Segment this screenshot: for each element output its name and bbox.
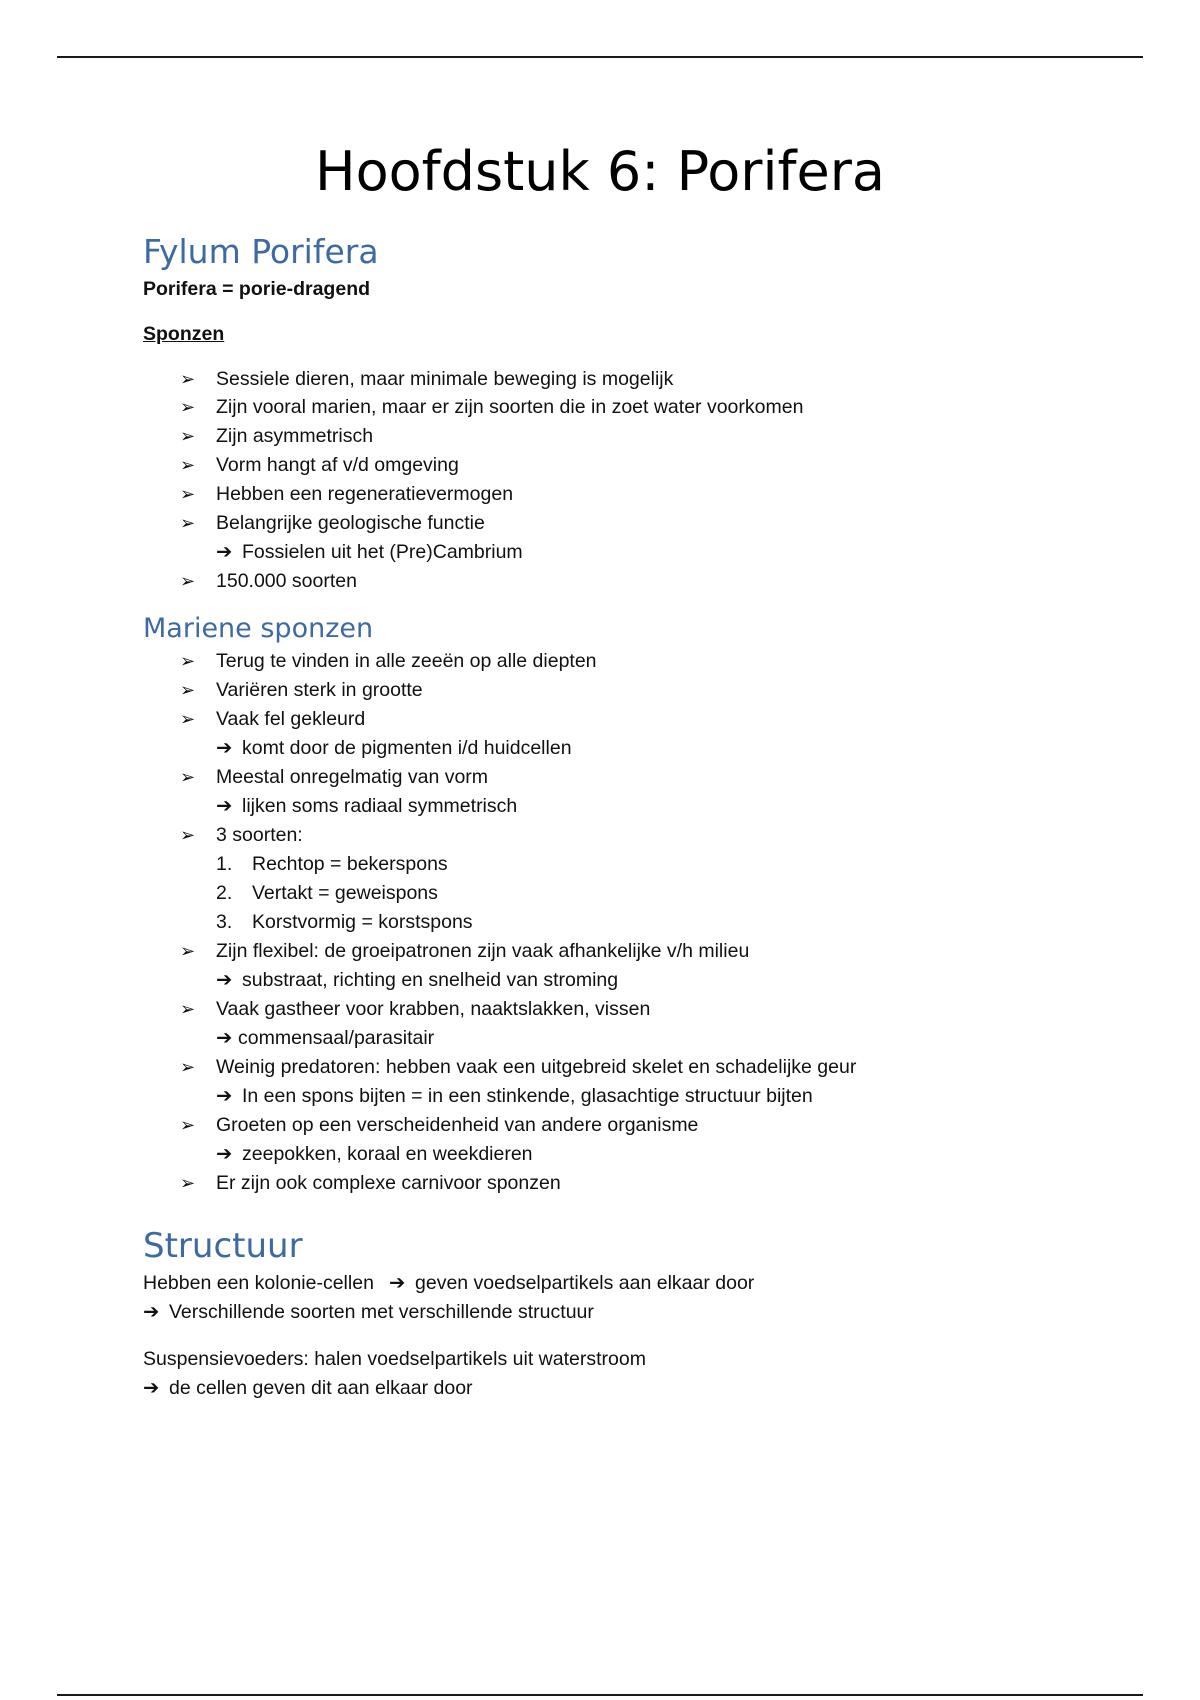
bullet-icon: ➢ xyxy=(180,709,196,729)
heading-fylum-porifera: Fylum Porifera xyxy=(143,232,379,271)
page-title: Hoofdstuk 6: Porifera xyxy=(314,140,886,203)
arrow-icon: ➔ xyxy=(143,1377,160,1399)
arrow-icon: ➔ xyxy=(216,1085,233,1107)
bullet-icon: ➢ xyxy=(180,571,196,591)
bullet-icon: ➢ xyxy=(180,651,196,671)
footer-rule xyxy=(57,1694,1143,1696)
structuur-line-3: Suspensievoeders: halen voedselpartikels uit waterstroom xyxy=(143,1348,646,1370)
bullet-icon: ➢ xyxy=(180,426,196,446)
document-page: Hoofdstuk 6: Porifera Fylum Porifera Porifera = porie-dragend Sponzen ➢ Sessiele dieren, maar minimale beweging is mogelijk ➢ Zijn vooral marien, maar er zijn soorten die in zoet water voorkomen ➢ Zijn asymmetrisch ➢ Vorm hangt af v/d omgeving ➢ Hebben een regeneratievermogen ➢ Belangrijke geologische functie ➔ Fossielen uit het (Pre)Cambrium ➢ 150.000 soorten Mariene sponzen ➢ Terug te vinden in alle zeeën op alle diepten ➢ Variëren sterk in grootte ➢ Vaak fel gekleurd ➔ komt door de pigmenten i/d huidcellen ➢ Meestal onregelmatig van vorm ➔ lijken soms radiaal symmetrisch ➢ 3 soorten: 1. Rechtop = bekerspons 2. Vertakt = geweispons 3. Korstvormig = korstspons ➢ Zijn flexibel: de groeipatronen zijn vaak afhankelijke v/h milieu ➔ substraat, richting en snelheid van stroming ➢ Vaak gastheer voor krabben, naaktslakken, vissen ➔ commensaal/parasitair ➢ Weinig predatoren: hebben vaak een uitgebreid skelet en schadelijke geur ➔ In een spons bijten = in een stinkende, glasachtige structuur bijten ➢ Groeten op een verscheidenheid van andere organisme ➔ zeepokken, koraal en weekdieren ➢ Er zijn ook complexe carnivoor sponzen Structuur Hebben een kolonie-cellen ➔ geven voedselpartikels aan elkaar door ➔ Verschillende soorten met verschillende structuur Suspensievoeders: halen voedselpartikels uit waterstroom ➔ de cellen geven dit aan elkaar door xyxy=(0,0,1200,1700)
bullet-icon: ➢ xyxy=(180,767,196,787)
sponzen-label: Sponzen xyxy=(143,323,225,345)
bullet-icon: ➢ xyxy=(180,1057,196,1077)
arrow-icon: ➔ xyxy=(389,1272,406,1294)
arrow-icon: ➔ xyxy=(216,795,233,817)
bullet-icon: ➢ xyxy=(180,680,196,700)
bullet-icon: ➢ xyxy=(180,999,196,1019)
arrow-icon: ➔ xyxy=(216,737,233,759)
bullet-icon: ➢ xyxy=(180,1173,196,1193)
bullet-icon: ➢ xyxy=(180,484,196,504)
arrow-icon: ➔ xyxy=(216,969,233,991)
heading-structuur: Structuur xyxy=(143,1226,303,1266)
bullet-icon: ➢ xyxy=(180,513,196,533)
bullet-icon: ➢ xyxy=(180,941,196,961)
arrow-icon: ➔ xyxy=(216,1027,233,1049)
bullet-icon: ➢ xyxy=(180,369,196,389)
heading-mariene-sponzen: Mariene sponzen xyxy=(143,613,374,644)
bullet-icon: ➢ xyxy=(180,397,196,417)
arrow-icon: ➔ xyxy=(216,1143,233,1165)
bullet-icon: ➢ xyxy=(180,1115,196,1135)
bullet-icon: ➢ xyxy=(180,825,196,845)
bullet-icon: ➢ xyxy=(180,455,196,475)
arrow-icon: ➔ xyxy=(216,541,233,563)
header-rule xyxy=(57,56,1143,58)
arrow-icon: ➔ xyxy=(143,1301,160,1323)
definition-text: Porifera = porie-dragend xyxy=(143,278,371,300)
